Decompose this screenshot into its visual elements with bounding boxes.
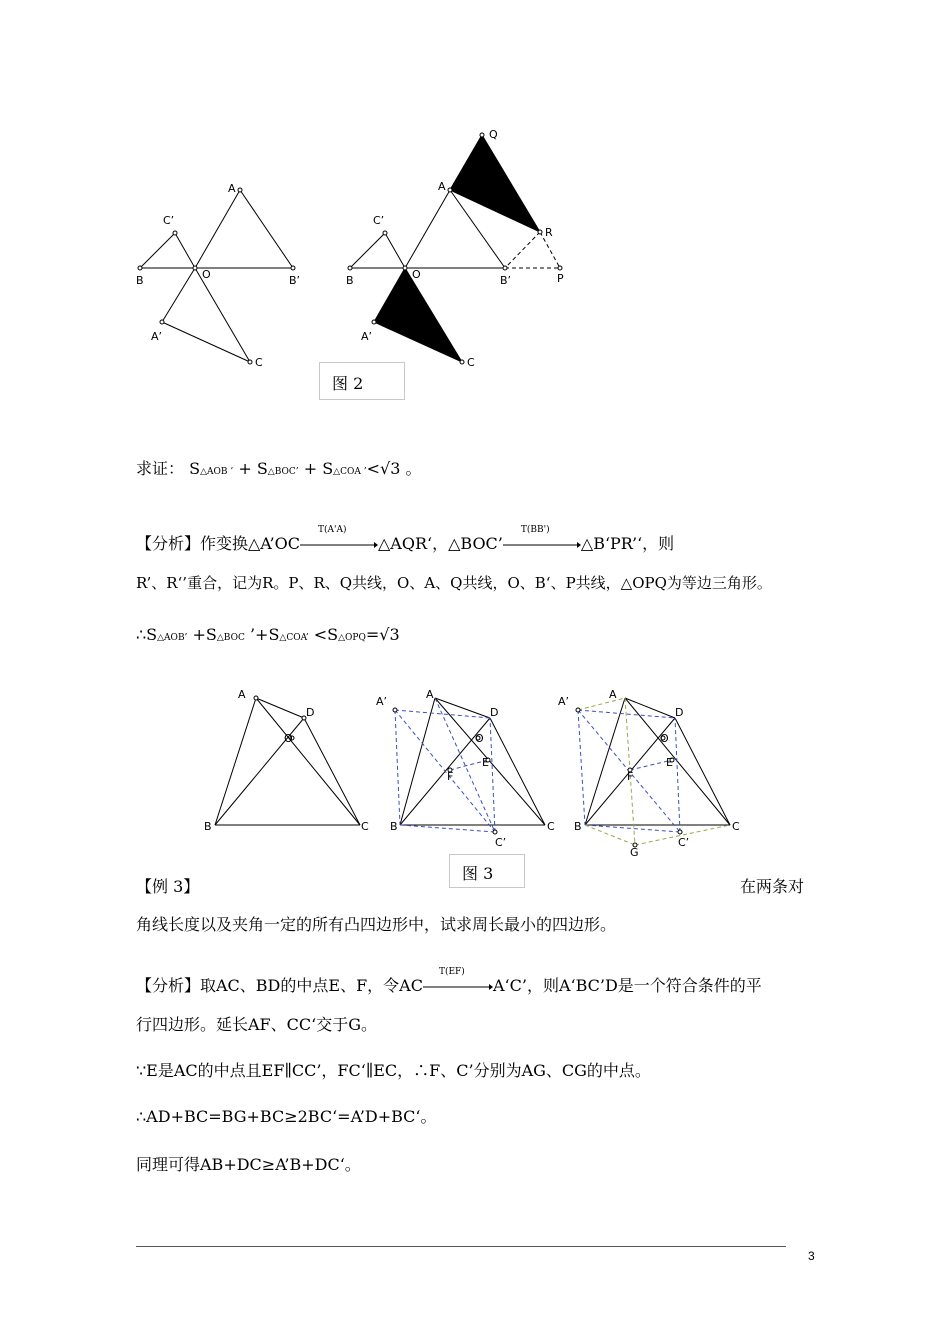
- fig2-right-label-Q: Q: [489, 128, 498, 141]
- proof-prefix: 求证：: [136, 459, 185, 478]
- arrow2-label: T(BB'): [520, 524, 550, 535]
- example3-line2: 角线长度以及夹角一定的所有凸四边形中，试求周长最小的四边形。: [136, 915, 617, 934]
- fig3c-label-G: G: [630, 846, 639, 859]
- proof-end: 。: [405, 459, 422, 478]
- analysis1-line1-c: △B‘PR’‘，则: [580, 534, 675, 553]
- arrow-icon: [423, 979, 493, 995]
- proof-plus2: +: [303, 459, 318, 478]
- fig2-left-label-O: O: [202, 268, 211, 281]
- fig2-right-label-A: A: [438, 180, 446, 193]
- analysis2-line5: 同理可得AB+DC≥A’B+DC‘。: [136, 1155, 361, 1174]
- analysis2-line1-b: A‘C’，则A‘BC’D是一个符合条件的平: [492, 976, 762, 995]
- analysis1-line2: R’、R‘’重合，记为R。P、R、Q共线，O、A、Q共线，O、B‘、P共线，△OPQ为等边三角形。: [136, 574, 772, 592]
- fig2-right-label-P: P: [557, 272, 564, 285]
- fig3c-label-E: E: [666, 756, 673, 769]
- fig2-right-label-R: R: [545, 226, 553, 239]
- fig2-left-label-C-prime: C’: [163, 214, 175, 227]
- fig2-right-label-C-prime: C’: [373, 214, 385, 227]
- fig3b-label-A: A: [426, 688, 434, 701]
- figure-2-diagram: [130, 125, 590, 375]
- analysis1-line3-e: =√3: [365, 625, 400, 644]
- proof-sub2: △BOC’: [267, 467, 299, 477]
- fig3c-label-D: D: [675, 706, 684, 719]
- analysis2-line1: [136, 966, 762, 996]
- transform-arrow-1: [300, 524, 378, 553]
- fig3a-label-O: O: [284, 732, 293, 745]
- figure-2-caption: 图 2: [319, 362, 405, 400]
- figure-2-right: [348, 133, 562, 364]
- proof-S1: S: [189, 459, 201, 478]
- footer-rule: [136, 1246, 786, 1247]
- fig3b-label-C: C: [547, 820, 555, 833]
- analysis1-line3-a: ∴S: [136, 625, 158, 644]
- fig2-left-label-A-prime: A’: [151, 330, 163, 343]
- arrow3-label: T(EF): [438, 966, 465, 977]
- transform-arrow-3: [423, 966, 493, 995]
- analysis1-line3: [136, 625, 400, 644]
- analysis2-line1-a: 【分析】取AC、BD的中点E、F，令AC: [136, 976, 423, 995]
- figure-3-diagram: [195, 685, 745, 860]
- fig3c-label-O: O: [660, 732, 669, 745]
- fig3b-label-F: F: [447, 770, 454, 783]
- fig3a-label-B: B: [204, 820, 212, 833]
- analysis2-line4: ∴AD+BC=BG+BC≥2BC‘=A’D+BC‘。: [136, 1107, 437, 1126]
- page-number: 3: [808, 1249, 815, 1263]
- fig3b-label-E: E: [482, 756, 489, 769]
- fig2-right-label-B-prime: B’: [500, 274, 512, 287]
- fig2-left-label-B: B: [136, 274, 144, 287]
- example3-text-right: 在两条对: [740, 877, 805, 896]
- analysis2-line3: ∵E是AC的中点且EF∥CC’，FC‘∥EC，∴F、C’分别为AG、CG的中点。: [136, 1061, 651, 1080]
- analysis1-line3-sub4: △OPQ: [338, 633, 366, 643]
- analysis1-line3-sub3: △COA’: [279, 633, 309, 643]
- analysis1-line3-sub1: △AOB’: [157, 633, 188, 643]
- analysis1-line3-b: +S: [192, 625, 217, 644]
- proof-S3: S: [322, 459, 334, 478]
- proof-sub3: △COA ’: [333, 467, 367, 477]
- figure-3c-dashed-olive: [578, 698, 730, 845]
- proof-S2: S: [256, 459, 268, 478]
- fig2-right-label-A-prime: A’: [361, 330, 373, 343]
- proof-plus1: +: [238, 459, 252, 478]
- fig2-left-label-A: A: [228, 182, 236, 195]
- analysis2-line2: 行四边形。延长AF、CC‘交于G。: [136, 1015, 378, 1034]
- fig3b-label-B: B: [390, 820, 398, 833]
- fig2-right-label-O: O: [412, 268, 421, 281]
- fig3b-label-D: D: [490, 706, 499, 719]
- fig3a-label-D: D: [306, 706, 315, 719]
- analysis1-line1-a: 【分析】作变换△A’OC: [136, 534, 300, 553]
- fig2-left-label-B-prime: B’: [289, 274, 301, 287]
- figure-3a: [215, 696, 360, 825]
- fig3b-label-C-prime: C’: [495, 836, 507, 849]
- proof-sqrt: √3: [380, 459, 401, 478]
- fig3b-label-A-prime: A’: [376, 695, 388, 708]
- fig3c-label-F: F: [627, 770, 634, 783]
- example3-label: 【例 3】: [136, 877, 200, 896]
- proof-statement: [136, 456, 421, 479]
- fig3b-label-O: O: [475, 732, 484, 745]
- fig3c-label-C-prime: C’: [678, 836, 690, 849]
- transform-arrow-2: [503, 524, 581, 553]
- fig3c-label-B: B: [574, 820, 582, 833]
- fig3c-label-A: A: [609, 688, 617, 701]
- fig3c-label-A-prime: A’: [558, 695, 570, 708]
- fig2-right-label-B: B: [346, 274, 354, 287]
- fig2-left-label-C: C: [255, 356, 263, 369]
- analysis1-line3-d: <S: [313, 625, 339, 644]
- proof-sub1: △AOB ’: [200, 467, 234, 477]
- fig2-right-label-C: C: [467, 356, 475, 369]
- fig3a-label-A: A: [238, 688, 246, 701]
- figure-3b-dashed: [395, 698, 495, 832]
- analysis1-line1: [136, 524, 675, 554]
- arrow1-label: T(A'A): [317, 524, 347, 535]
- figure-3b: [400, 698, 545, 825]
- fig3a-label-C: C: [361, 820, 369, 833]
- analysis1-line3-c: ’+S: [249, 625, 280, 644]
- proof-lt: <: [366, 459, 380, 478]
- arrow-icon: [300, 537, 378, 553]
- arrow-icon: [503, 537, 581, 553]
- figure-3-caption: 图 3: [449, 854, 525, 888]
- analysis1-line3-sub2: △BOC: [216, 633, 245, 643]
- analysis1-line1-b: △AQR‘，△BOC’: [377, 534, 503, 553]
- fig3c-label-C: C: [732, 820, 740, 833]
